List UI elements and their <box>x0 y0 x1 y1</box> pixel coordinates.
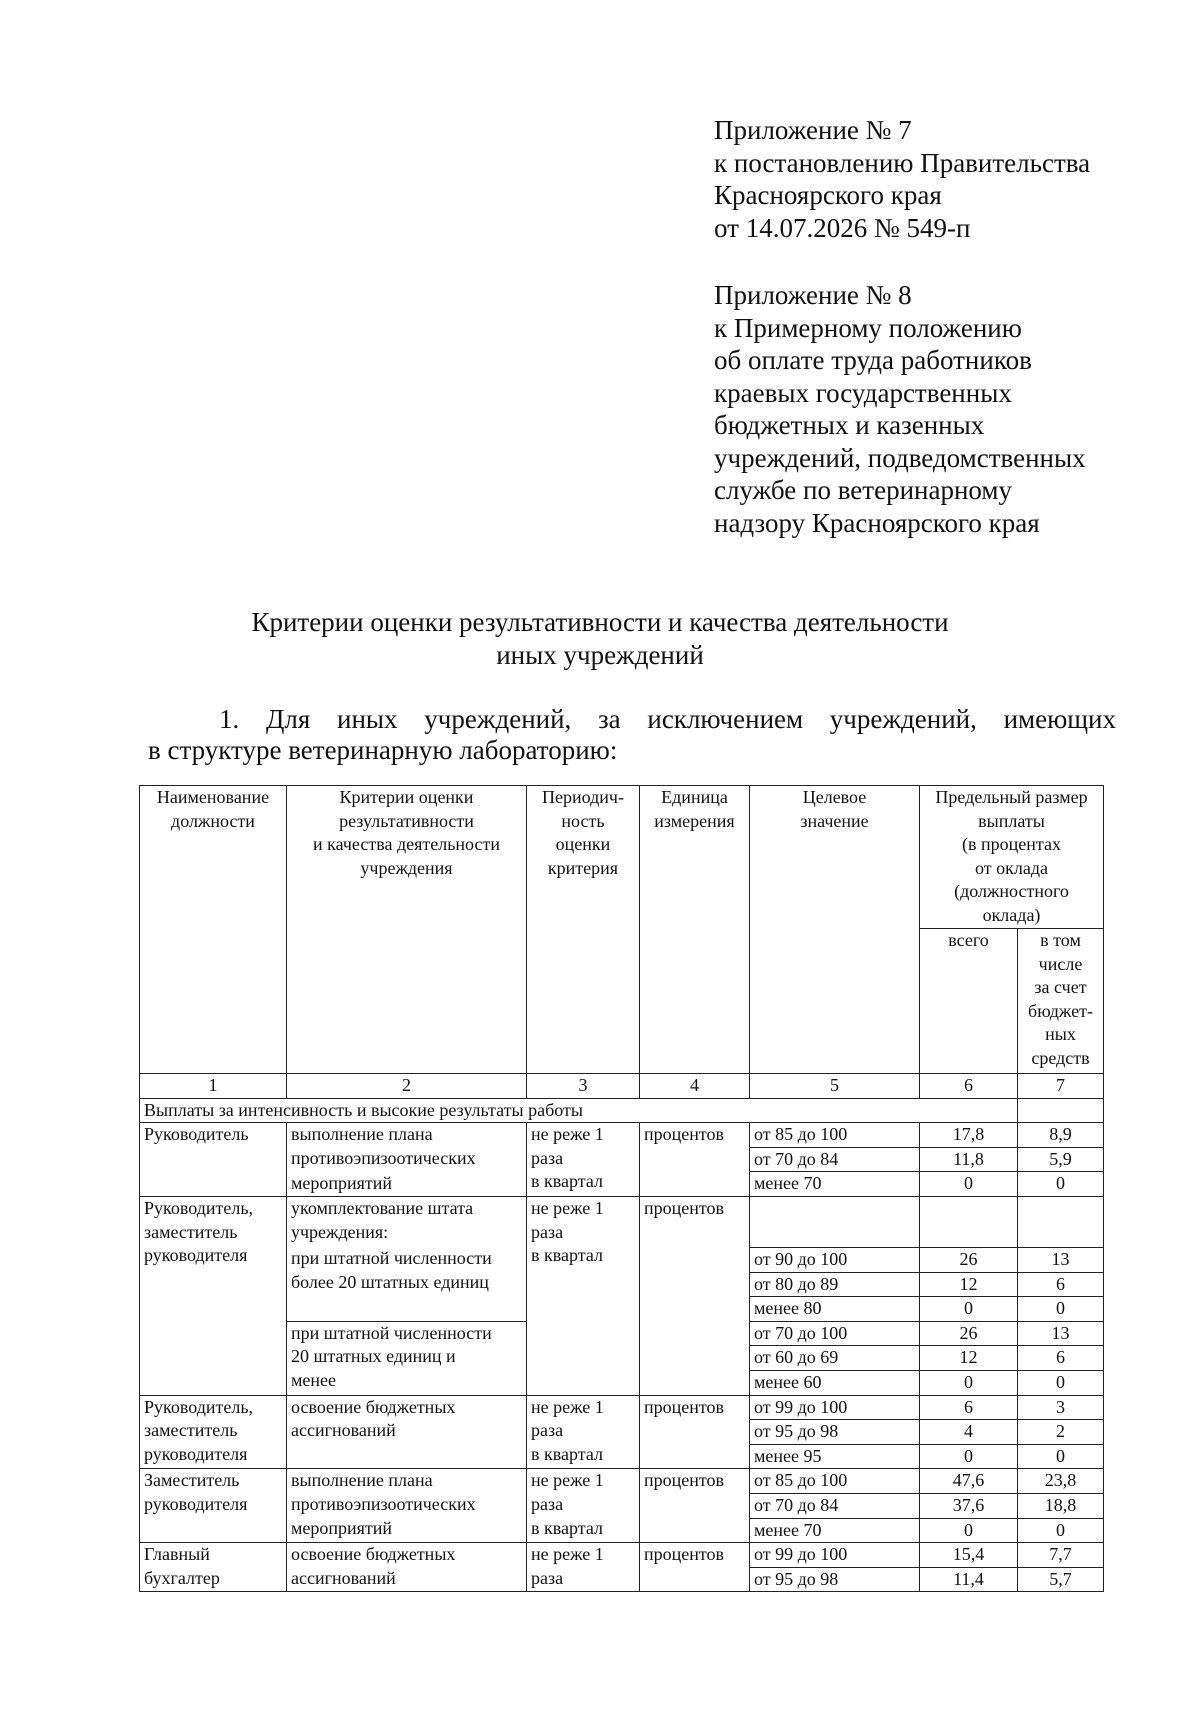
position-cell: Заместитель руководителя <box>140 1469 287 1543</box>
target-cell: от 85 до 100 <box>750 1469 920 1494</box>
target-cell: от 95 до 98 <box>750 1420 920 1445</box>
target-cell: от 70 до 100 <box>750 1321 920 1346</box>
table-row <box>140 1196 1104 1247</box>
target-cell <box>750 1196 920 1247</box>
target-cell: менее 70 <box>750 1172 920 1197</box>
budget-cell: 0 <box>1018 1518 1104 1543</box>
total-cell: 0 <box>920 1444 1018 1469</box>
target-cell: от 99 до 100 <box>750 1395 920 1420</box>
target-cell: менее 95 <box>750 1444 920 1469</box>
table-row <box>140 1395 1104 1420</box>
document-title <box>0 606 1200 672</box>
total-cell: 12 <box>920 1272 1018 1297</box>
intro-line-2: в структуре ветеринарную лабораторию: <box>148 735 618 765</box>
periodicity-cell: не реже 1 раза в квартал <box>527 1196 640 1395</box>
position-cell: Главный бухгалтер <box>140 1543 287 1592</box>
budget-cell: 8,9 <box>1018 1123 1104 1148</box>
unit-cell: процентов <box>640 1543 750 1592</box>
target-cell: от 95 до 98 <box>750 1567 920 1592</box>
total-cell: 26 <box>920 1247 1018 1272</box>
unit-cell: процентов <box>640 1469 750 1543</box>
position-cell: Руководитель, заместитель руководителя <box>140 1395 287 1469</box>
appendix-8-line: Приложение № 8 <box>714 280 912 310</box>
total-cell: 17,8 <box>920 1123 1018 1148</box>
total-cell: 12 <box>920 1346 1018 1371</box>
budget-cell <box>1018 1196 1104 1247</box>
appendix-8-line: надзору Красноярского края <box>714 507 1040 538</box>
appendix-7-block <box>714 114 1090 244</box>
total-cell: 0 <box>920 1518 1018 1543</box>
target-cell: менее 70 <box>750 1518 920 1543</box>
criteria-cell: освоение бюджетных ассигнований <box>287 1395 527 1469</box>
total-cell: 6 <box>920 1395 1018 1420</box>
criteria-cell: выполнение плана <box>287 1123 527 1148</box>
budget-cell: 13 <box>1018 1247 1104 1272</box>
periodicity-cell: не реже 1 раза в квартал <box>527 1123 640 1197</box>
header-position: Наименование должности <box>140 786 287 1074</box>
target-cell: от 85 до 100 <box>750 1123 920 1148</box>
header-unit: Единица измерения <box>640 786 750 1074</box>
total-cell: 0 <box>920 1370 1018 1395</box>
budget-cell: 0 <box>1018 1444 1104 1469</box>
criteria-cell: при штатной численности 20 штатных единиц и менее <box>287 1321 527 1395</box>
total-cell: 11,4 <box>920 1567 1018 1592</box>
appendix-7-line: к постановлению Правительства <box>714 147 1091 178</box>
criteria-cell: мероприятий <box>287 1172 527 1197</box>
header-total: всего <box>920 929 1018 1074</box>
unit-cell: процентов <box>640 1123 750 1197</box>
section-title: Выплаты за интенсивность и высокие результаты работы <box>140 1098 1018 1123</box>
header-periodicity: Периодич- ность оценки критерия <box>527 786 640 1074</box>
col-number: 1 <box>140 1074 287 1099</box>
header-target: Целевое значение <box>750 786 920 1074</box>
col-number: 7 <box>1018 1074 1104 1099</box>
periodicity-cell: не реже 1 раза <box>527 1543 640 1592</box>
total-cell: 11,8 <box>920 1147 1018 1172</box>
col-number: 2 <box>287 1074 527 1099</box>
budget-cell: 5,9 <box>1018 1147 1104 1172</box>
criteria-cell: освоение бюджетных ассигнований <box>287 1543 527 1592</box>
appendix-8-line: краевых государственных <box>714 377 1012 408</box>
periodicity-cell: не реже 1 раза в квартал <box>527 1395 640 1469</box>
criteria-cell: при штатной численности более 20 штатных единиц <box>287 1247 527 1321</box>
budget-cell: 6 <box>1018 1346 1104 1371</box>
criteria-cell: противоэпизоотических <box>287 1147 527 1172</box>
appendix-8-block <box>714 279 1086 539</box>
appendix-7-line: от 14.07.2026 № 549-п <box>714 212 971 243</box>
total-cell: 37,6 <box>920 1493 1018 1518</box>
budget-cell: 5,7 <box>1018 1567 1104 1592</box>
position-cell: Руководитель, заместитель руководителя <box>140 1196 287 1395</box>
table-row <box>140 1543 1104 1568</box>
criteria-cell: укомплектование штата учреждения: <box>287 1196 527 1247</box>
appendix-8-line: к Примерному положению <box>714 312 1022 343</box>
appendix-7-line: Приложение № 7 <box>714 115 912 145</box>
budget-cell: 0 <box>1018 1172 1104 1197</box>
table-row <box>140 1123 1104 1148</box>
unit-cell: процентов <box>640 1395 750 1469</box>
budget-cell: 3 <box>1018 1395 1104 1420</box>
budget-cell: 0 <box>1018 1370 1104 1395</box>
total-cell: 4 <box>920 1420 1018 1445</box>
budget-cell: 18,8 <box>1018 1493 1104 1518</box>
budget-cell: 7,7 <box>1018 1543 1104 1568</box>
table-header-row <box>140 786 1104 929</box>
budget-cell: 23,8 <box>1018 1469 1104 1494</box>
col-number: 4 <box>640 1074 750 1099</box>
unit-cell: процентов <box>640 1196 750 1395</box>
criteria-cell: выполнение плана противоэпизоотических мероприятий <box>287 1469 527 1543</box>
intro-paragraph <box>148 704 1116 766</box>
appendix-7-line: Красноярского края <box>714 180 942 210</box>
target-cell: менее 80 <box>750 1297 920 1322</box>
target-cell: от 70 до 84 <box>750 1147 920 1172</box>
appendix-8-line: бюджетных и казенных <box>714 410 985 440</box>
target-cell: от 60 до 69 <box>750 1346 920 1371</box>
budget-cell: 0 <box>1018 1297 1104 1322</box>
column-number-row <box>140 1074 1104 1099</box>
table-row <box>140 1469 1104 1494</box>
target-cell: от 80 до 89 <box>750 1272 920 1297</box>
target-cell: от 99 до 100 <box>750 1543 920 1568</box>
total-cell <box>920 1196 1018 1247</box>
criteria-table <box>139 785 1104 1592</box>
appendix-8-line: об оплате труда работников <box>714 345 1032 375</box>
total-cell: 26 <box>920 1321 1018 1346</box>
document-title-line-2: иных учреждений <box>496 640 704 670</box>
header-budget: в том числе за счет бюджет- ных средств <box>1018 929 1104 1074</box>
col-number: 3 <box>527 1074 640 1099</box>
section-row <box>140 1098 1104 1123</box>
position-cell: Руководитель <box>140 1123 287 1197</box>
total-cell: 15,4 <box>920 1543 1018 1568</box>
appendix-8-line: учреждений, подведомственных <box>714 442 1086 473</box>
budget-cell: 2 <box>1018 1420 1104 1445</box>
header-limit: Предельный размер выплаты (в процентах от оклада (должностного оклада) <box>920 786 1104 929</box>
total-cell: 0 <box>920 1297 1018 1322</box>
periodicity-cell: не реже 1 раза в квартал <box>527 1469 640 1543</box>
section-empty-cell <box>1018 1098 1104 1123</box>
budget-cell: 6 <box>1018 1272 1104 1297</box>
intro-line-1: 1. Для иных учреждений, за исключением учреждений, имеющих <box>219 704 1116 734</box>
col-number: 5 <box>750 1074 920 1099</box>
target-cell: от 70 до 84 <box>750 1493 920 1518</box>
document-title-line-1: Критерии оценки результативности и качества деятельности <box>251 607 949 637</box>
target-cell: менее 60 <box>750 1370 920 1395</box>
target-cell: от 90 до 100 <box>750 1247 920 1272</box>
header-criteria: Критерии оценки результативности и качества деятельности учреждения <box>287 786 527 1074</box>
col-number: 6 <box>920 1074 1018 1099</box>
appendix-8-line: службе по ветеринарному <box>714 475 1012 505</box>
total-cell: 0 <box>920 1172 1018 1197</box>
budget-cell: 13 <box>1018 1321 1104 1346</box>
total-cell: 47,6 <box>920 1469 1018 1494</box>
